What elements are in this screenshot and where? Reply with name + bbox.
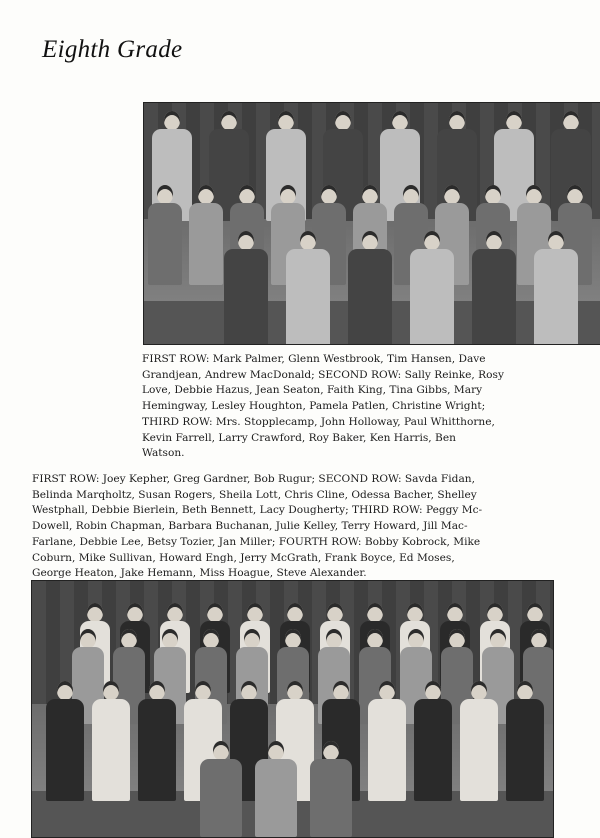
caption-line: THIRD ROW: Mrs. Stopplecamp, John Holloway, Paul Whitthorne, <box>142 415 495 428</box>
photo-person <box>189 185 223 285</box>
caption-line: FIRST ROW: Joey Kepher, Greg Gardner, Bob Rugur; SECOND ROW: Savda Fidan, <box>32 473 475 485</box>
photo-person <box>200 741 242 837</box>
caption-line: Hemingway, Lesley Houghton, Pamela Patlen, Christine Wright; <box>142 400 486 413</box>
photo-person <box>46 681 84 801</box>
caption-line: Coburn, Mike Sullivan, Howard Engh, Jerry McGrath, Frank Boyce, Ed Moses, <box>32 551 455 564</box>
caption-line: Kevin Farrell, Larry Crawford, Roy Baker, Ken Harris, Ben <box>142 431 456 444</box>
photo-person <box>310 741 352 837</box>
caption-line: Belinda Marqholtz, Susan Rogers, Sheila Lott, Chris Cline, Odessa Bacher, Shelley <box>32 488 477 501</box>
class-photo-bottom <box>31 580 554 838</box>
photo-person <box>410 231 454 345</box>
caption-line: Love, Debbie Hazus, Jean Seaton, Faith King, Tina Gibbs, Mary <box>142 384 483 397</box>
photo-person <box>286 231 330 345</box>
page-title: Eighth Grade <box>42 36 183 63</box>
photo-person <box>472 231 516 345</box>
photo-person <box>224 231 268 345</box>
photo-person <box>92 681 130 801</box>
photo-person <box>138 681 176 801</box>
photo-person <box>255 741 297 837</box>
photo-person <box>414 681 452 801</box>
caption-top <box>142 352 543 462</box>
caption-line: Westphall, Debbie Bierlein, Beth Bennett, Lacy Dougherty; THIRD ROW: Peggy Mc- <box>32 504 483 517</box>
caption-bottom <box>32 472 546 582</box>
photo-person <box>460 681 498 801</box>
photo-person <box>148 185 182 285</box>
caption-line: Watson. <box>142 447 185 460</box>
caption-line: FIRST ROW: Mark Palmer, Glenn Westbrook, Tim Hansen, Dave <box>142 353 486 365</box>
photo-person <box>506 681 544 801</box>
caption-line: George Heaton, Jake Hemann, Miss Hoague, Steve Alexander. <box>32 567 367 580</box>
caption-line: Dowell, Robin Chapman, Barbara Buchanan, Julie Kelley, Terry Howard, Jill Mac- <box>32 520 468 533</box>
caption-line: Grandjean, Andrew MacDonald; SECOND ROW: Sally Reinke, Rosy <box>142 368 504 381</box>
photo-person <box>348 231 392 345</box>
photo-person <box>368 681 406 801</box>
caption-line: Farlane, Debbie Lee, Betsy Tozier, Jan Miller; FOURTH ROW: Bobby Kobrock, Mike <box>32 535 481 548</box>
class-photo-top <box>143 102 600 345</box>
photo-person <box>534 231 578 345</box>
